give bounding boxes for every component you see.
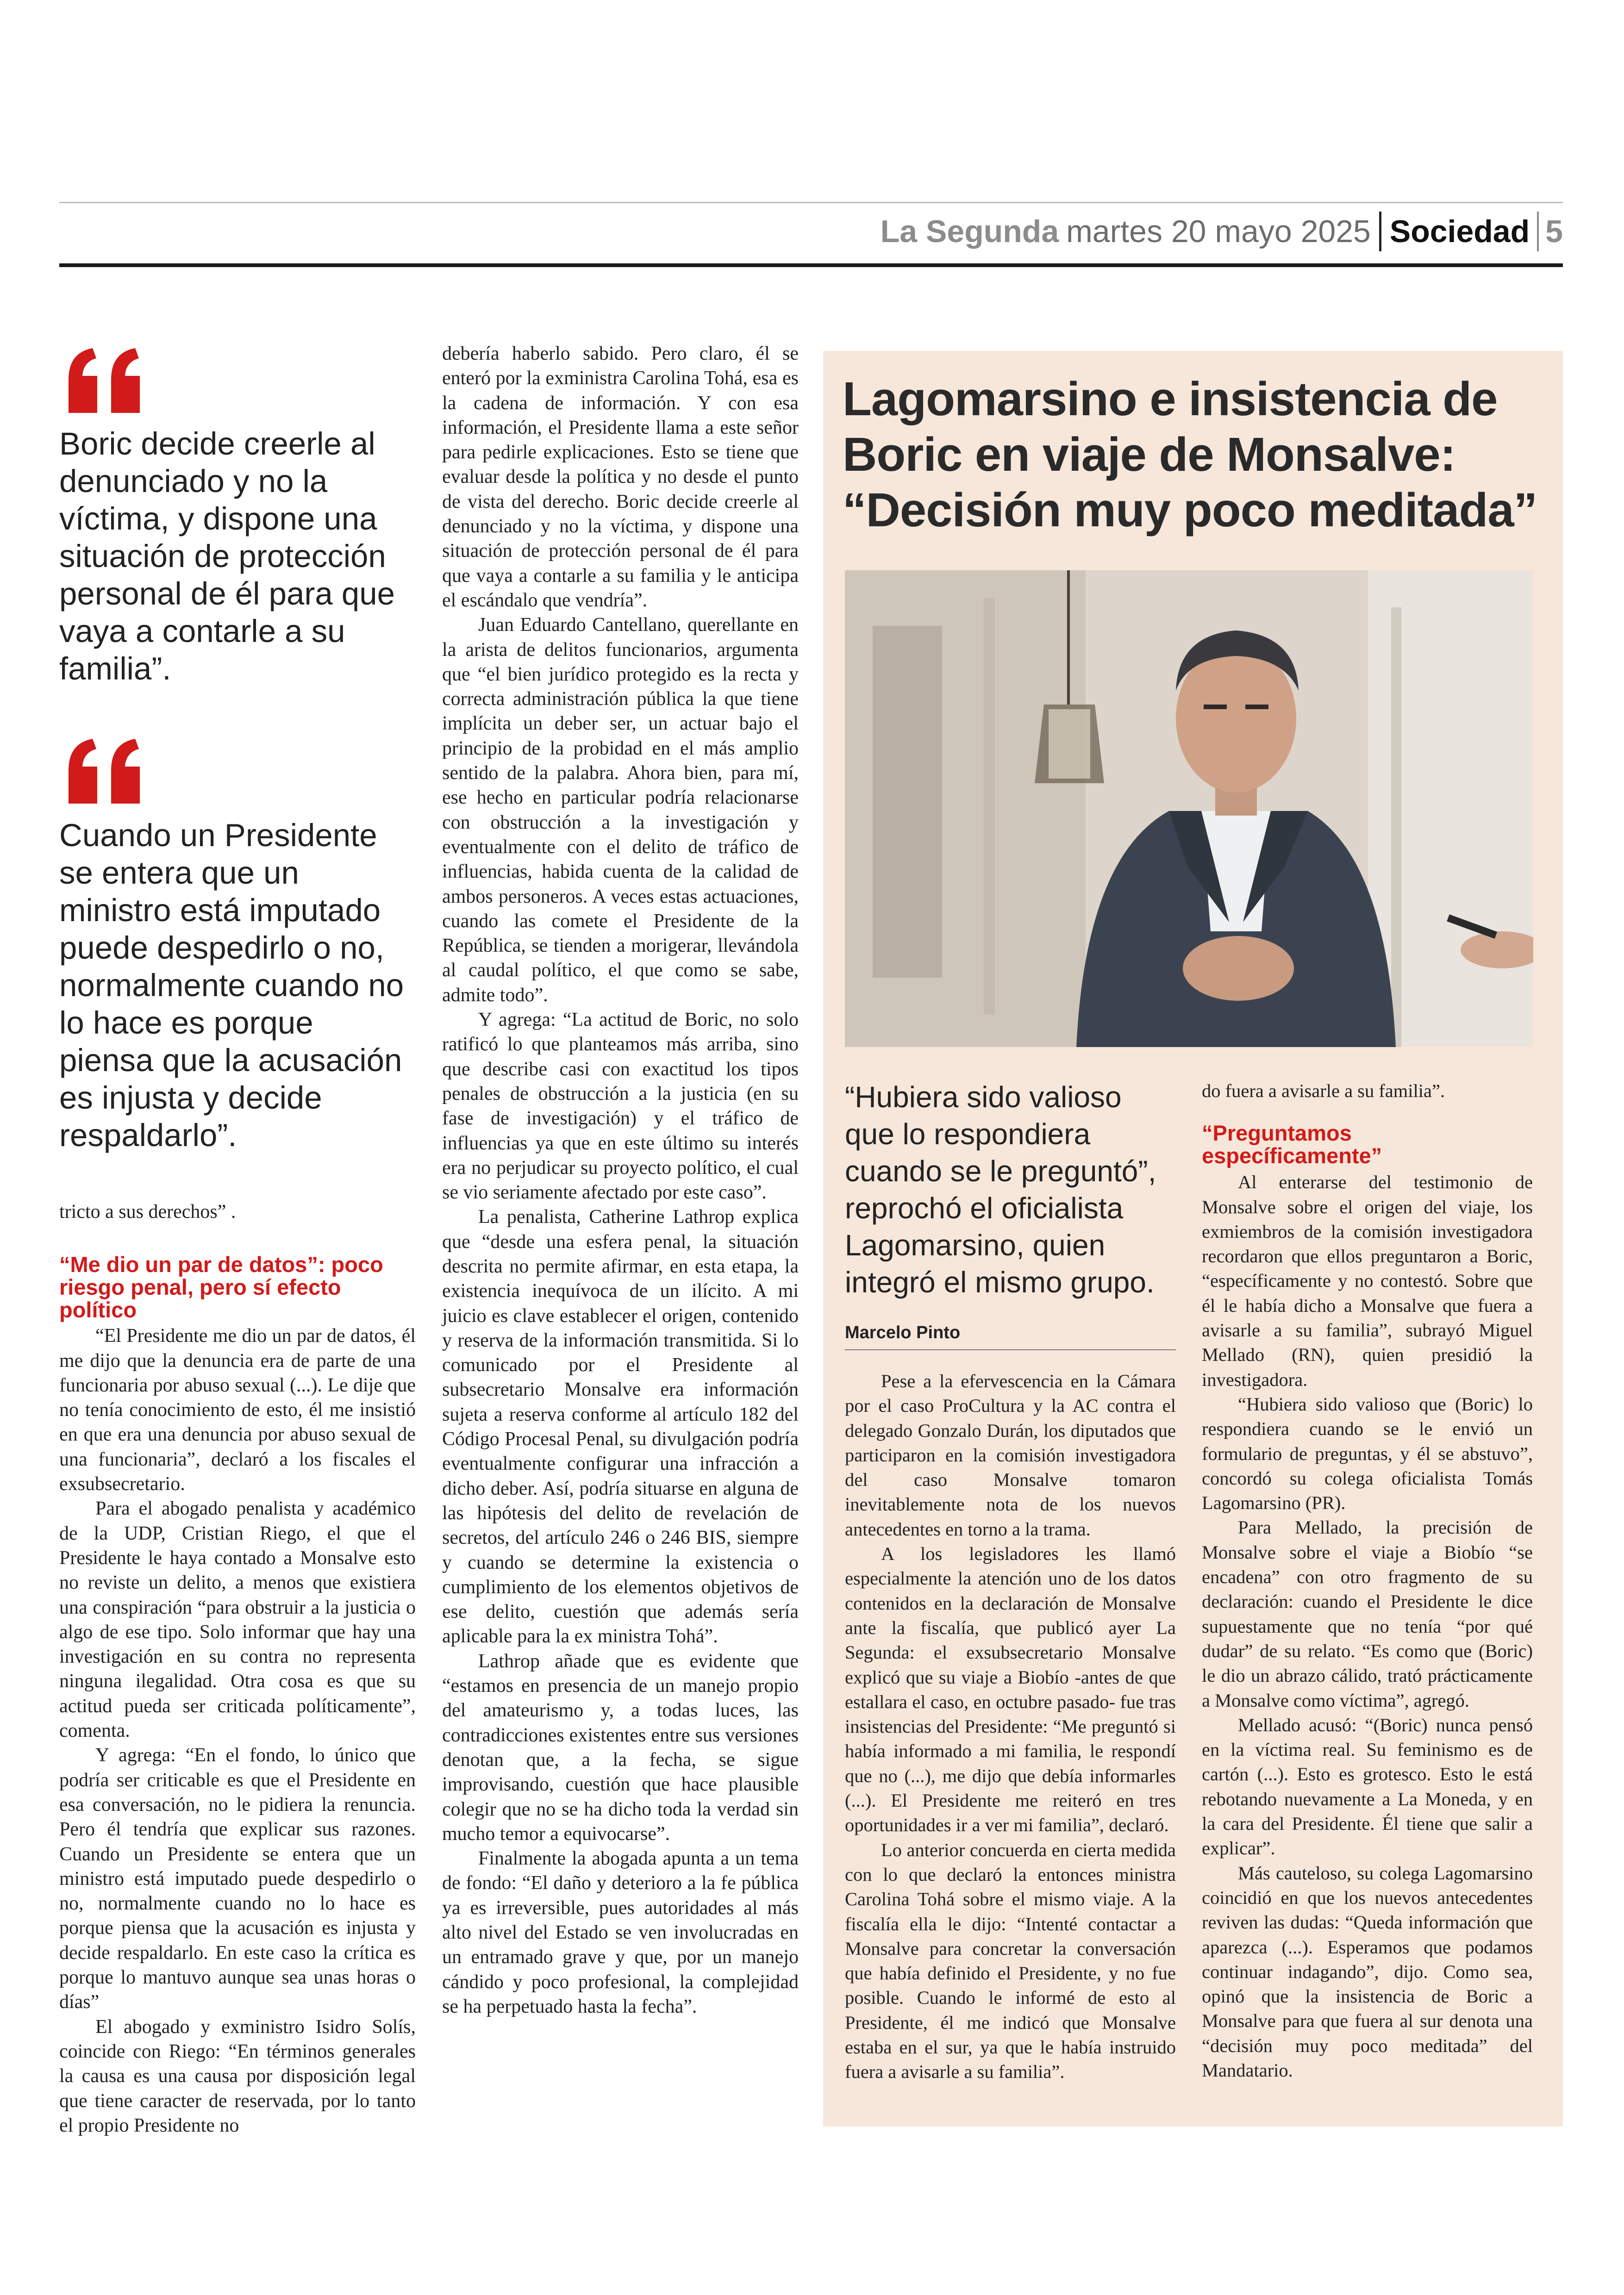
issue-date: martes 20 mayo 2025 [1066,214,1371,249]
paragraph: Y agrega: “La actitud de Boric, no solo ratificó lo que planteamos más arriba, sino que describe casi con exactitud los tipos penales de obstrucción a la justicia (en su fase de investigación) y el tráfico de influencias ya que en este último su interés era no perjudicar su proyecto político, el cual se vio seriamente afectado por este caso”. [442,1009,799,1204]
column-4-text [1202,1079,1533,2083]
column-2-text [442,342,799,2019]
paragraph: Para Mellado, la precisión de Monsalve sobre el viaje a Biobío “se encadena” con otro fragmento de su declaración: cuando el Presidente le dice supuestamente que no tenía “por qué dudar” de su relato. “Es como que (Boric) le dio un abrazo cálido, trató prácticamente a Monsalve como víctima”, agregó. [1202,1517,1533,1711]
paragraph: Mellado acusó: “(Boric) nunca pensó en la víctima real. Su feminismo es de cartón (...). Esto es grotesco. Esto le está rebotando nuevamente a La Moneda, y en la cara del Presidente. Él tiene que salir a explicar”. [1202,1714,1533,1859]
quote-mark-icon [59,348,147,413]
article-pull-quote: “Hubiera sido valioso que lo respondiera cuando se le preguntó”, reprochó el oficialista Lagomarsino, quien integró el mismo grupo. [845,1080,1156,1299]
paragraph: Y agrega: “En el fondo, lo único que podría ser criticable es que el Presidente en esa conversación, no le pidiera la renuncia. Pero él tendría que explicar sus razones. Cuando un Presidente se entera que un ministro está imputado puede despedirlo o no, normalmente cuando no lo hace es porque piensa que la acusación es injusta y decide respaldarlo. En este caso la crítica es porque lo mantuvo aunque sea unas horas o días” [59,1745,416,2013]
quote-mark-icon [59,739,147,804]
continued-text: do fuera a avisarle a su familia”. [1202,1080,1445,1101]
paragraph: Finalmente la abogada apunta a un tema de fondo: “El daño y deterioro a la fe pública ya es irreversible, pues autoridades al más alto nivel del Estado se ven involucradas en un entramado grave y que, por un manejo cándido y poco profesional, la complejidad se ha perpetuado hasta la fecha”. [442,1848,799,2017]
paragraph: “Hubiera sido valioso que (Boric) lo respondiera cuando se le envió un formulario de preguntas, y él se abstuvo”, concordó su colega oficialista Tomás Lagomarsino (PR). [1202,1393,1533,1514]
paragraph: Pese a la efervescencia en la Cámara por el caso ProCultura y la AC contra el delegado Gonzalo Durán, los diputados que participaron en la comisión investigadora del caso Monsalve tomaron inevitablemente nota de los nuevos antecedentes en torno a la trama. [845,1371,1176,1540]
pull-quote-1: Boric decide creerle al denunciado y no la víctima, y dispone una situación de protección personal de él para que vaya a contarle a su familia”. [59,426,395,686]
subheading: “Me dio un par de datos”: poco riesgo penal, pero sí efecto político [59,1252,383,1322]
column-1-text [59,1200,416,2138]
masthead-divider [1537,212,1539,251]
paragraph: Lathrop añade que es evidente que “estamos en presencia de un manejo propio del amateurismo y, a todas luces, las contradicciones existentes entre sus versiones denotan que, a la fecha, se sigue improvisando, cuestión que hace plausible colegir que no se ha dicho toda la verdad sin mucho temor a equivocarse”. [442,1650,799,1845]
column-3-text [845,1369,1176,2084]
header-top-rule [59,202,1563,203]
article-photo [845,570,1533,1047]
paragraph: Para el abogado penalista y académico de la UDP, Cristian Riego, el que el Presidente le haya contado a Monsalve esto no reviste un delito, a menos que existiera una conspiración “para obstruir a la justicia o algo de ese tipo. Solo informar que hay una investigación en su contra no representa ninguna ilegalidad. Otra cosa es que su actitud pueda ser criticada políticamente”, comenta. [59,1498,416,1742]
byline-rule [845,1349,1176,1350]
continued-text: tricto a sus derechos” . [59,1201,236,1222]
paragraph: Al enterarse del testimonio de Monsalve sobre el origen del viaje, los exmiembros de la comisión investigadora recordaron que ellos preguntaron a Boric, “específicamente y no contestó. Sobre que él le había dicho a Monsalve que fuera a avisarle a su familia”, subrayó Miguel Mellado (RN), quien presidió la investigadora. [1202,1172,1533,1390]
subheading: “Preguntamos específicamente” [1202,1121,1382,1168]
page-number: 5 [1545,214,1563,249]
newspaper-name: La Segunda [880,214,1059,249]
paragraph: Lo anterior concuerda en cierta medida con lo que declaró la entonces ministra Carolina Tohá sobre el mismo viaje. A la fiscalía ella le dijo: “Intenté contactar a Monsalve para concretar la conversación que había definido el Presidente, y no fue posible. Cuando le informé de esto al Presidente, él me indicó que Monsalve estaba en el sur, ya que le había instruido fuera a avisarle a su familia”. [845,1839,1176,2083]
header-bottom-rule [59,263,1563,267]
article-headline: Lagomarsino e insistencia de Boric en viaje de Monsalve: “Decisión muy poco meditada” [843,372,1537,536]
paragraph: Más cauteloso, su colega Lagomarsino coincidió en que los nuevos antecedentes reviven las dudas: “Queda información que aparezca (...). Esperamos que podamos continuar indagando”, dijo. Como sea, opinó que la insistencia de Boric a Monsalve para que fuera al sur denota una “decisión muy poco meditada” del Mandatario. [1202,1862,1533,2081]
paragraph: El abogado y exministro Isidro Solís, coincide con Riego: “En términos generales la causa es una causa por disposición legal que tiene caracter de reservada, por lo tanto el propio Presidente no [59,2016,416,2136]
masthead-divider [1379,212,1381,251]
paragraph: Juan Eduardo Cantellano, querellante en la arista de delitos funcionarios, argumenta que “el bien jurídico protegido es la recta y correcta administración pública la que tiene implícita un deber ser, un actuar bajo el principio de la probidad en el más amplio sentido de la palabra. Ahora bien, para mí, ese hecho en particular podría relacionarse con obstrucción a la investigación y eventualmente con el delito de tráfico de influencias, habida cuenta de la calidad de ambos personeros. A veces estas actuaciones, cuando las comete el Presidente de la República, se tienden a morigerar, llevándola al caudal político, el que como se sabe, admite todo”. [442,614,799,1006]
section-name: Sociedad [1389,214,1530,249]
paragraph: debería haberlo sabido. Pero claro, él se enteró por la exministra Carolina Tohá, esa es la cadena de información. Y con esa información, el Presidente llama a este señor para pedirle explicaciones. Esto se tiene que evaluar desde la política y no desde el punto de vista del derecho. Boric decide creerle al denunciado y no la víctima, y dispone una situación de protección personal de él para que vaya a contarle a su familia y le anticipa el escándalo que vendría”. [442,343,799,611]
masthead [881,208,1563,255]
paragraph: A los legisladores les llamó especialmente la atención uno de los datos contenidos en la declaración de Monsalve ante la fiscalía, que publicó ayer La Segunda: el exsubsecretario Monsalve explicó que su viaje a Biobío -antes de que estallara el caso, en octubre pasado- fue tras insistencias del Presidente: “Me preguntó si había informado a mi familia, le respondí que no (...), me dijo que debía informarles (...). El Presidente me reiteró en tres oportunidades ir a ver mi familia”, declaró. [845,1543,1176,1836]
paragraph: “El Presidente me dio un par de datos, él me dijo que la denuncia era de parte de una funcionaria por abuso sexual (...). Le dije que no tenía conocimiento de esto, él me insistió en que era una denuncia por abuso sexual de una funcionaria”, declaró a los fiscales el exsubsecretario. [59,1325,416,1495]
paragraph: La penalista, Catherine Lathrop explica que “desde una esfera penal, la situación descrita no permite afirmar, en esta etapa, la existencia inequívoca de un ilícito. A mi juicio es clave establecer el origen, contenido y reserva de la información transmitida. Si lo comunicado por el Presidente al subsecretario Monsalve era información sujeta a reserva conforme al artículo 182 del Código Procesal Penal, su divulgación podría eventualmente configurar una infracción a dicho deber. Así, podría situarse en alguna de las hipótesis del delito de revelación de secretos, del artículo 246 o 246 BIS, siempre y cuando se determine la existencia o cumplimiento de los elementos objetivos de ese delito, cuestión que además sería aplicable para la ex ministra Tohá”. [442,1206,799,1647]
person-photo-illustration [845,570,1533,1047]
byline: Marcelo Pinto [845,1323,961,1342]
pull-quote-2: Cuando un Presidente se entera que un ministro está imputado puede despedirlo o no, normalmente cuando no lo hace es porque piensa que la acusación es injusta y decide respaldarlo”. [59,817,404,1153]
